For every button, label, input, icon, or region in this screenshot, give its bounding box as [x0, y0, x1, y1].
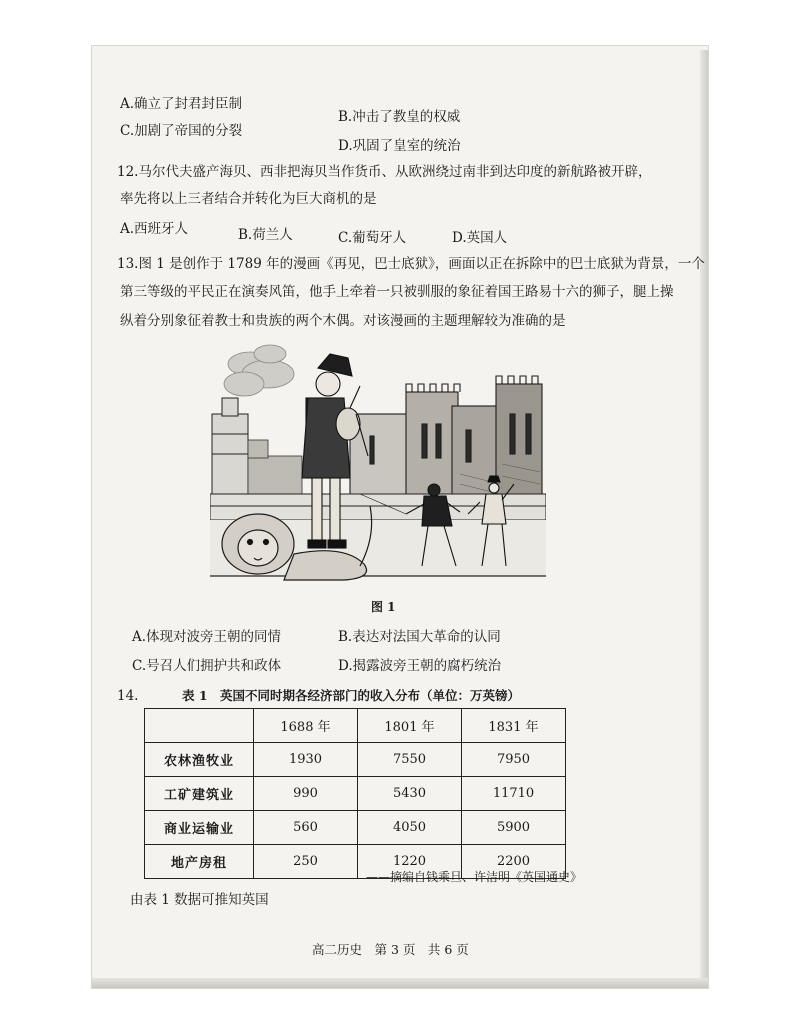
table-cell: 560 — [254, 811, 358, 845]
table-row — [145, 777, 566, 811]
paper-edge — [700, 50, 708, 985]
table-header-cell: 1801 年 — [358, 709, 462, 743]
table-cell: 7550 — [358, 743, 462, 777]
q14-stem: 由表 1 数据可推知英国 — [130, 892, 269, 908]
q11-option-a[interactable]: A.确立了封君封臣制 — [120, 96, 243, 112]
q13-stem-line3: 纵着分别象征着教士和贵族的两个木偶。对该漫画的主题理解较为准确的是 — [120, 313, 566, 329]
q12-stem-line2: 率先将以上三者结合并转化为巨大商机的是 — [120, 191, 377, 207]
table-cell: 4050 — [358, 811, 462, 845]
q12-option-b[interactable]: B.荷兰人 — [238, 227, 293, 243]
table-cell: 11710 — [462, 777, 566, 811]
q14-number: 14. — [117, 688, 139, 704]
figure-1-label: 图 1 — [371, 600, 396, 614]
q12-option-a[interactable]: A.西班牙人 — [120, 221, 189, 237]
q13-option-d[interactable]: D.揭露波旁王朝的腐朽统治 — [338, 658, 502, 674]
q11-option-d[interactable]: D.巩固了皇室的统治 — [338, 138, 461, 154]
table-cell: 5430 — [358, 777, 462, 811]
q13-option-b[interactable]: B.表达对法国大革命的认同 — [338, 629, 501, 645]
table-1-caption: 表 1 英国不同时期各经济部门的收入分布（单位：万英镑） — [182, 688, 521, 703]
q13-option-a[interactable]: A.体现对波旁王朝的同情 — [132, 629, 282, 645]
table-header-cell — [145, 709, 254, 743]
table-row-label: 商业运输业 — [145, 811, 254, 845]
table-1-income-distribution — [144, 708, 566, 879]
q12-option-c[interactable]: C.葡萄牙人 — [338, 230, 407, 246]
table-row-label: 地产房租 — [145, 845, 254, 879]
table-cell: 2200 — [462, 845, 566, 879]
table-header-cell: 1831 年 — [462, 709, 566, 743]
q11-option-c[interactable]: C.加剧了帝国的分裂 — [120, 123, 243, 139]
table-cell: 990 — [254, 777, 358, 811]
q13-option-c[interactable]: C.号召人们拥护共和政体 — [132, 658, 282, 674]
table-source-citation: ——摘编自钱乘旦、许洁明《英国通史》 — [366, 870, 583, 884]
table-row-label: 农林渔牧业 — [145, 743, 254, 777]
table-header-cell: 1688 年 — [254, 709, 358, 743]
paper-edge — [92, 978, 708, 988]
table-cell: 1220 — [358, 845, 462, 879]
table-cell: 7950 — [462, 743, 566, 777]
table-cell: 1930 — [254, 743, 358, 777]
table-header-row — [145, 709, 566, 743]
table-row — [145, 743, 566, 777]
table-cell: 5900 — [462, 811, 566, 845]
bastille-cartoon-illustration — [210, 344, 546, 590]
q13-stem-line2: 第三等级的平民正在演奏风笛，他手上牵着一只被驯服的象征着国王路易十六的狮子，腿上操 — [120, 284, 674, 300]
page-footer: 高二历史 第 3 页 共 6 页 — [312, 942, 469, 957]
q11-option-b[interactable]: B.冲击了教皇的权威 — [338, 109, 461, 125]
table-row-label: 工矿建筑业 — [145, 777, 254, 811]
q12-stem-line1: 12.马尔代夫盛产海贝、西非把海贝当作货币、从欧洲绕过南非到达印度的新航路被开辟， — [117, 164, 652, 180]
table-row — [145, 811, 566, 845]
table-cell: 250 — [254, 845, 358, 879]
q12-option-d[interactable]: D.英国人 — [452, 230, 508, 246]
q13-stem-line1: 13.图 1 是创作于 1789 年的漫画《再见，巴士底狱》，画面以正在拆除中的巴士底狱为背景，一个 — [117, 256, 705, 272]
figure-1-cartoon — [210, 344, 546, 590]
